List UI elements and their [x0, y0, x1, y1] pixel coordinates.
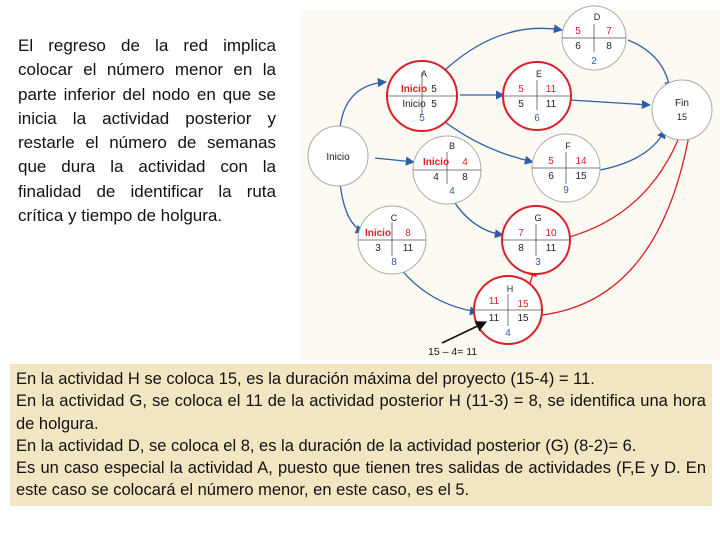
node-c-top-right: 8 — [405, 228, 411, 239]
node-b-top-right: 4 — [462, 157, 468, 168]
node-b — [413, 136, 481, 204]
node-g-bottom-right: 11 — [545, 243, 557, 254]
node-f-bottom-left: 6 — [548, 171, 554, 182]
node-a — [387, 61, 457, 131]
node-c-bottom-right: 11 — [402, 243, 414, 254]
node-a-bottom-right: 5 — [431, 99, 437, 110]
node-f-top-right: 14 — [575, 156, 587, 167]
node-h-letter: H — [506, 284, 514, 294]
node-a-top-left: Inicio — [400, 84, 428, 95]
node-h — [474, 276, 542, 344]
arrow-inicio-c — [340, 183, 364, 232]
arrow-e-fin — [570, 100, 650, 105]
node-c-bottom-left: 3 — [375, 243, 381, 254]
formula-pointer-arrow — [442, 322, 486, 343]
explanation-line-h: En la actividad H se coloca 15, es la duración máxima del proyecto (15-4) = 11. — [16, 370, 595, 388]
node-e-bottom-right: 11 — [545, 99, 557, 110]
node-b-top-left: Inicio — [422, 157, 450, 168]
node-d-bottom-left: 6 — [575, 41, 581, 52]
node-g-top-left: 7 — [518, 228, 524, 239]
node-e-slack: 6 — [534, 113, 540, 124]
arrow-c-h — [400, 268, 478, 312]
node-h-bottom-left: 11 — [488, 313, 500, 324]
node-f-top-left: 5 — [548, 156, 554, 167]
fin-value: 15 — [676, 112, 688, 122]
node-b-letter: B — [448, 141, 456, 151]
node-g-letter: G — [534, 213, 542, 223]
node-d — [562, 6, 626, 70]
node-b-bottom-left: 4 — [433, 172, 439, 183]
node-c-slack: 8 — [391, 257, 397, 268]
node-f-slack: 9 — [563, 185, 569, 196]
explanation-line-d: En la actividad D, se coloca el 8, es la duración de la actividad posterior (G) (8-2)= 6. — [16, 436, 637, 455]
node-fin — [652, 80, 712, 140]
node-g-bottom-left: 8 — [518, 243, 524, 254]
node-e-bottom-left: 5 — [518, 99, 524, 110]
node-d-letter: D — [593, 12, 601, 22]
arrow-d-fin — [628, 40, 670, 90]
node-b-slack: 4 — [449, 186, 455, 197]
node-h-bottom-right: 15 — [517, 313, 529, 324]
arrow-inicio-b — [375, 158, 414, 162]
node-a-slack: 5 — [419, 113, 425, 124]
arrow-inicio-a — [340, 82, 386, 128]
node-e-letter: E — [535, 69, 543, 79]
arrow-f-fin — [600, 130, 665, 170]
node-g-slack: 3 — [535, 257, 541, 268]
node-h-slack: 4 — [505, 328, 511, 339]
node-a-letter: A — [420, 69, 428, 79]
inicio-label: Inicio — [326, 152, 350, 163]
node-g — [502, 206, 570, 274]
formula-label: 15 – 4= 11 — [428, 346, 478, 358]
explanation-line-g: En la actividad G, se coloca el 11 de la actividad posterior H (11-3) = 8, se identifica una hora de holgura. — [16, 392, 706, 433]
node-f — [532, 134, 600, 202]
node-inicio — [308, 126, 368, 186]
node-e — [503, 62, 571, 130]
node-e-top-left: 5 — [518, 84, 524, 95]
node-h-top-left: 11 — [488, 296, 500, 307]
node-c — [358, 206, 426, 274]
explanation-paragraph: El regreso de la red implica colocar el número menor en la parte inferior del nodo en que se inicia la actividad posterior y restarle el número de semanas que dura la actividad con la finalidad de identificar la ruta crítica y tiempo de holgura. — [18, 36, 276, 226]
node-c-letter: C — [390, 213, 398, 223]
node-e-top-right: 11 — [545, 84, 557, 95]
node-d-slack: 2 — [591, 56, 597, 67]
node-f-bottom-right: 15 — [575, 171, 587, 182]
node-a-top-right: 5 — [431, 84, 437, 95]
fin-label: Fin — [675, 98, 689, 109]
node-d-bottom-right: 8 — [606, 41, 612, 52]
explanation-line-a: Es un caso especial la actividad A, puesto que tienen tres salidas de actividades (F,E y D. En este caso se colocará el número menor, en este caso, es el 5. — [16, 459, 706, 500]
node-a-bottom-left: Inicio — [402, 99, 426, 110]
explanation-box — [10, 364, 712, 506]
node-f-letter: F — [565, 141, 571, 151]
node-d-top-right: 7 — [606, 26, 612, 37]
node-d-top-left: 5 — [575, 26, 581, 37]
node-b-bottom-right: 8 — [462, 172, 468, 183]
node-c-top-left: Inicio — [364, 228, 392, 239]
node-h-top-right: 15 — [517, 299, 529, 310]
node-g-top-right: 10 — [545, 228, 557, 239]
